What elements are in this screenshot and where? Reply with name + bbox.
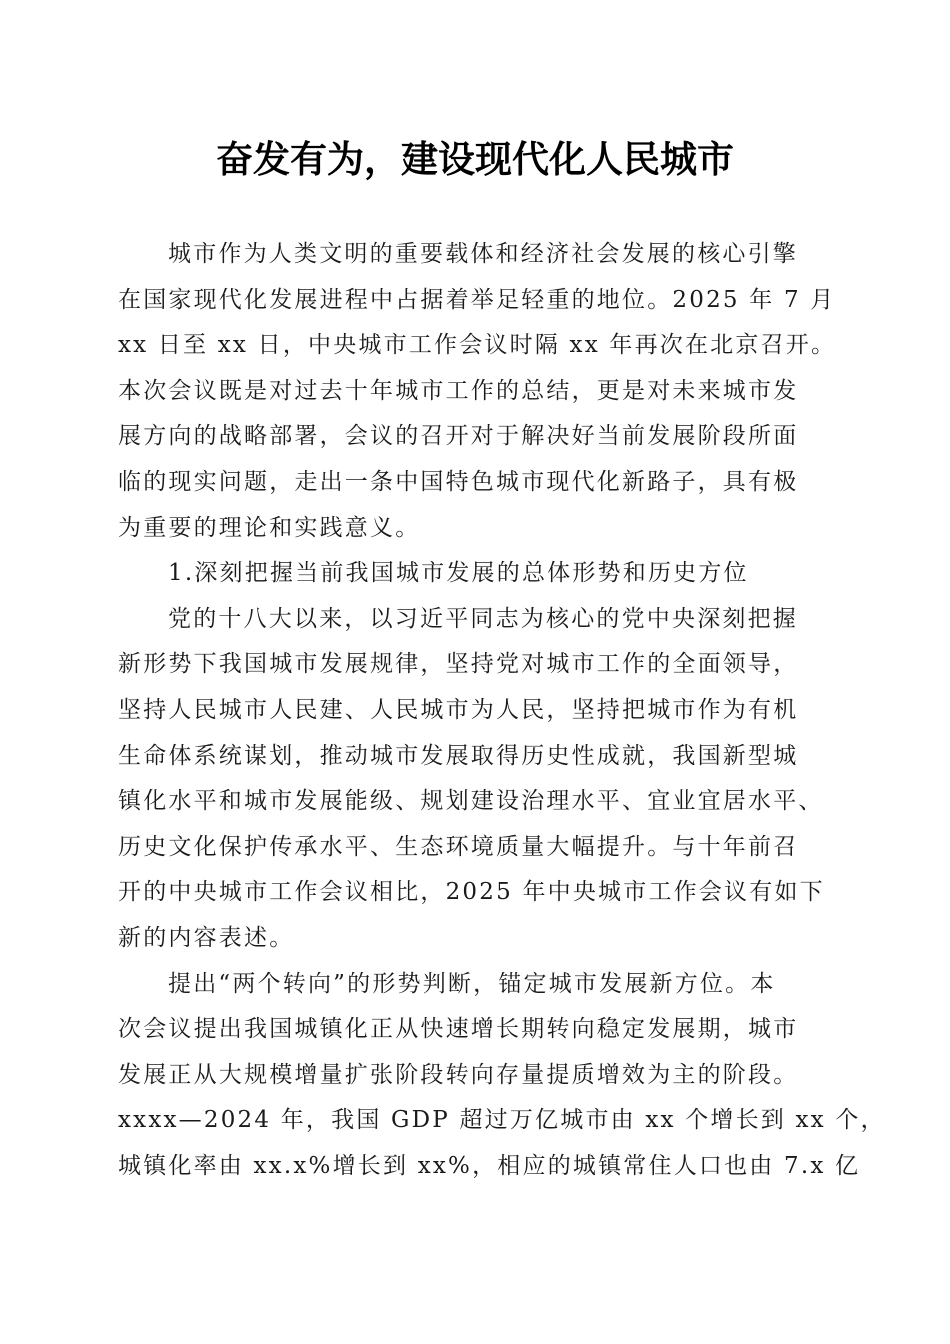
body-line: 1.深刻把握当前我国城市发展的总体形势和历史方位 — [168, 560, 749, 587]
body-line: 为重要的理论和实践意义。 — [118, 514, 421, 541]
body-line: 党的十八大以来，以习近平同志为核心的党中央深刻把握 — [168, 605, 798, 632]
body-line: 提出“两个转向”的形势判断，锚定城市发展新方位。本 — [168, 970, 776, 997]
body-line: 在国家现代化发展进程中占据着举足轻重的地位。2025 年 7 月 — [118, 286, 836, 313]
body-line: 城市作为人类文明的重要载体和经济社会发展的核心引擎 — [168, 241, 798, 267]
body-line: 开的中央城市工作会议相比，2025 年中央城市工作会议有如下 — [118, 879, 825, 906]
body-line: 发展正从大规模增量扩张阶段转向存量提质增效为主的阶段。 — [118, 1061, 799, 1088]
body-line: 新的内容表述。 — [118, 925, 295, 951]
body-line: 生命体系统谋划，推动城市发展取得历史性成就，我国新型城 — [118, 742, 799, 769]
document-title: 奋发有为，建设现代化人民城市 — [216, 137, 734, 181]
body-line: 坚持人民城市人民建、人民城市为人民，坚持把城市作为有机 — [118, 697, 799, 723]
body-line: 临的现实问题，走出一条中国特色城市现代化新路子，具有极 — [118, 469, 799, 495]
body-line: xx 日至 xx 日，中央城市工作会议时隔 xx 年再次在北京召开。 — [118, 332, 837, 359]
body-line: 镇化水平和城市发展能级、规划建设治理水平、宜业宜居水平、 — [118, 788, 824, 815]
body-line: 展方向的战略部署，会议的召开对于解决好当前发展阶段所面 — [118, 423, 799, 450]
body-line: 历史文化保护传承水平、生态环境质量大幅提升。与十年前召 — [118, 833, 799, 860]
body-line: xxxx—2024 年，我国 GDP 超过万亿城市由 xx 个增长到 xx 个， — [118, 1107, 886, 1134]
body-line: 城镇化率由 xx.x%增长到 xx%，相应的城镇常住人口也由 7.x 亿 — [118, 1153, 861, 1179]
body-line: 本次会议既是对过去十年城市工作的总结，更是对未来城市发 — [118, 377, 799, 404]
body-line: 新形势下我国城市发展规律，坚持党对城市工作的全面领导， — [118, 651, 799, 678]
body-line: 次会议提出我国城镇化正从快速增长期转向稳定发展期，城市 — [118, 1016, 799, 1043]
